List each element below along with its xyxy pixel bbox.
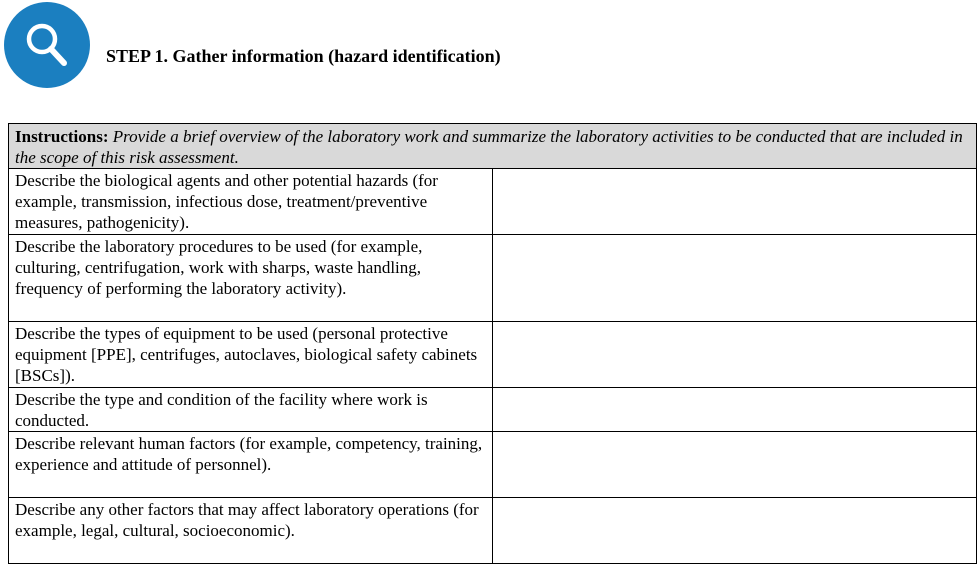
response-cell[interactable] [493,388,977,432]
magnifying-glass-icon [4,2,90,88]
table-row [9,498,977,564]
instructions-row [9,124,977,169]
prompt-cell: Describe relevant human factors (for example, competency, training, experience and attitude of personnel). [9,432,493,498]
instructions-label: Instructions: [15,127,109,146]
prompt-cell: Describe any other factors that may affect laboratory operations (for example, legal, cultural, socioeconomic). [9,498,493,564]
table-row [9,432,977,498]
response-cell[interactable] [493,322,977,388]
prompt-cell: Describe the types of equipment to be used (personal protective equipment [PPE], centrifuges, autoclaves, biological safety cabinets [BSCs]). [9,322,493,388]
table-row [9,169,977,235]
hazard-identification-table [8,123,977,564]
table-row [9,322,977,388]
step-title: STEP 1. Gather information (hazard identification) [106,46,501,66]
response-cell[interactable] [493,432,977,498]
instructions-text: Provide a brief overview of the laboratory work and summarize the laboratory activities to be conducted that are included in the scope of this risk assessment. [15,127,963,167]
table-row [9,388,977,432]
table-row [9,235,977,322]
instructions-cell [9,124,977,169]
prompt-cell: Describe the biological agents and other potential hazards (for example, transmission, infectious dose, treatment/preventive measures, pathogenicity). [9,169,493,235]
response-cell[interactable] [493,235,977,322]
response-cell[interactable] [493,498,977,564]
response-cell[interactable] [493,169,977,235]
prompt-cell: Describe the type and condition of the facility where work is conducted. [9,388,493,432]
prompt-cell: Describe the laboratory procedures to be used (for example, culturing, centrifugation, work with sharps, waste handling, frequency of performing the laboratory activity). [9,235,493,322]
